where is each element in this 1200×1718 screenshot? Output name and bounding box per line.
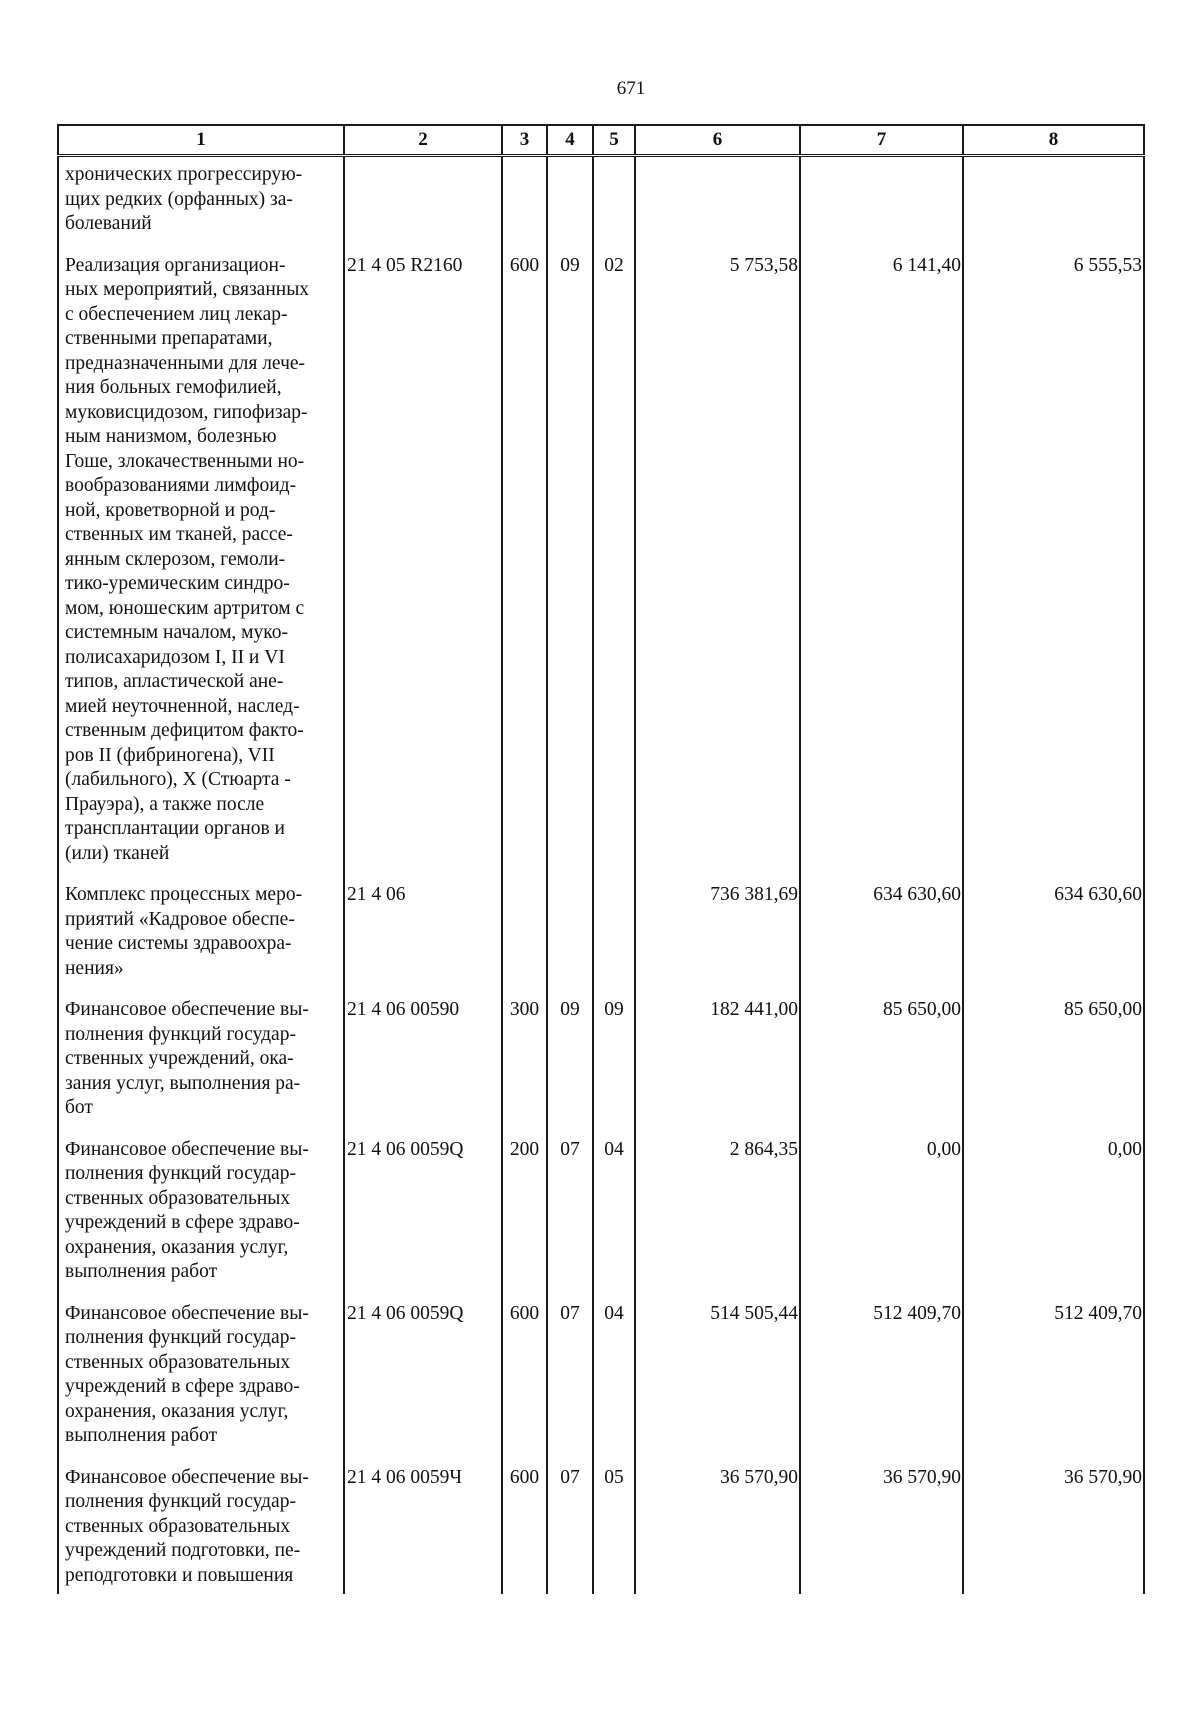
header-col-1: 1 bbox=[58, 125, 344, 156]
cell-year-2: 6 141,40 bbox=[800, 254, 963, 884]
cell-subsection: 05 bbox=[593, 1466, 635, 1595]
cell-section: 09 bbox=[547, 254, 593, 884]
cell-expense-type bbox=[502, 156, 547, 254]
table-row bbox=[58, 883, 1144, 998]
cell-expense-type: 300 bbox=[502, 998, 547, 1138]
cell-year-3: 0,00 bbox=[963, 1138, 1144, 1302]
cell-name: Финансовое обеспечение вы- полнения функций государ- ственных образовательных учреждений в сфере здраво- охранения, оказания услуг, выполнения работ bbox=[58, 1138, 344, 1302]
cell-year-3 bbox=[963, 156, 1144, 254]
cell-year-3: 85 650,00 bbox=[963, 998, 1144, 1138]
cell-subsection: 02 bbox=[593, 254, 635, 884]
cell-year-2: 0,00 bbox=[800, 1138, 963, 1302]
cell-section: 07 bbox=[547, 1466, 593, 1595]
cell-section bbox=[547, 156, 593, 254]
cell-year-1: 2 864,35 bbox=[635, 1138, 800, 1302]
cell-year-3: 512 409,70 bbox=[963, 1302, 1144, 1466]
cell-section bbox=[547, 883, 593, 998]
cell-year-2: 512 409,70 bbox=[800, 1302, 963, 1466]
cell-year-1: 182 441,00 bbox=[635, 998, 800, 1138]
cell-expense-type: 600 bbox=[502, 1466, 547, 1595]
cell-expense-type: 200 bbox=[502, 1138, 547, 1302]
header-row bbox=[58, 125, 1144, 156]
cell-code bbox=[344, 156, 502, 254]
cell-year-1 bbox=[635, 156, 800, 254]
cell-year-3: 6 555,53 bbox=[963, 254, 1144, 884]
cell-code: 21 4 06 0059Q bbox=[344, 1138, 502, 1302]
cell-year-3: 36 570,90 bbox=[963, 1466, 1144, 1595]
cell-section: 07 bbox=[547, 1302, 593, 1466]
table-row bbox=[58, 1138, 1144, 1302]
cell-name: Реализация организацион- ных мероприятий, связанных с обеспечением лиц лекар- ственными препаратами, предназначенными для лече- ния больных гемофилией, муковисцидозом, гипофизар- ным нанизмом, болезнью Гоше, злокачественными но- вообразованиями лимфоид- ной, кроветворной и род- ственных им тканей, рассе- янным склерозом, гемоли- тико-уремическим синдро- мом, юношеским артритом с системным началом, муко- полисахаридозом I, II и VI типов, апластической ане- мией неуточненной, наслед- ственным дефицитом факто- ров II (фибриногена), VII (лабильного), X (Стюарта - Прауэра), а также после трансплантации органов и (или) тканей bbox=[58, 254, 344, 884]
page-number: 671 bbox=[616, 78, 646, 99]
cell-year-1: 36 570,90 bbox=[635, 1466, 800, 1595]
cell-expense-type: 600 bbox=[502, 254, 547, 884]
cell-year-1: 5 753,58 bbox=[635, 254, 800, 884]
cell-subsection bbox=[593, 156, 635, 254]
cell-expense-type bbox=[502, 883, 547, 998]
header-col-4: 4 bbox=[547, 125, 593, 156]
header-col-2: 2 bbox=[344, 125, 502, 156]
cell-name: Комплекс процессных меро- приятий «Кадровое обеспе- чение системы здравоохра- нения» bbox=[58, 883, 344, 998]
cell-name: Финансовое обеспечение вы- полнения функций государ- ственных учреждений, ока- зания услуг, выполнения ра- бот bbox=[58, 998, 344, 1138]
table-row bbox=[58, 254, 1144, 884]
cell-name: хронических прогрессирую- щих редких (орфанных) за- болеваний bbox=[58, 156, 344, 254]
header-col-6: 6 bbox=[635, 125, 800, 156]
cell-year-2: 36 570,90 bbox=[800, 1466, 963, 1595]
cell-year-2: 85 650,00 bbox=[800, 998, 963, 1138]
cell-name: Финансовое обеспечение вы- полнения функций государ- ственных образовательных учреждений в сфере здраво- охранения, оказания услуг, выполнения работ bbox=[58, 1302, 344, 1466]
cell-year-2: 634 630,60 bbox=[800, 883, 963, 998]
cell-code: 21 4 05 R2160 bbox=[344, 254, 502, 884]
cell-subsection: 04 bbox=[593, 1302, 635, 1466]
cell-subsection: 04 bbox=[593, 1138, 635, 1302]
cell-year-3: 634 630,60 bbox=[963, 883, 1144, 998]
table-row bbox=[58, 1302, 1144, 1466]
cell-expense-type: 600 bbox=[502, 1302, 547, 1466]
cell-year-1: 736 381,69 bbox=[635, 883, 800, 998]
cell-name: Финансовое обеспечение вы- полнения функций государ- ственных образовательных учреждений подготовки, пе- реподготовки и повышения bbox=[58, 1466, 344, 1595]
header-col-7: 7 bbox=[800, 125, 963, 156]
budget-table bbox=[57, 124, 1145, 1594]
table-row bbox=[58, 998, 1144, 1138]
cell-year-1: 514 505,44 bbox=[635, 1302, 800, 1466]
cell-subsection bbox=[593, 883, 635, 998]
cell-year-2 bbox=[800, 156, 963, 254]
cell-code: 21 4 06 00590 bbox=[344, 998, 502, 1138]
table-row bbox=[58, 1466, 1144, 1595]
cell-section: 09 bbox=[547, 998, 593, 1138]
header-col-3: 3 bbox=[502, 125, 547, 156]
cell-code: 21 4 06 0059Ч bbox=[344, 1466, 502, 1595]
cell-subsection: 09 bbox=[593, 998, 635, 1138]
cell-section: 07 bbox=[547, 1138, 593, 1302]
table-header bbox=[58, 125, 1144, 156]
table-row bbox=[58, 156, 1144, 254]
cell-code: 21 4 06 0059Q bbox=[344, 1302, 502, 1466]
table-body bbox=[58, 156, 1144, 1595]
header-col-5: 5 bbox=[593, 125, 635, 156]
header-col-8: 8 bbox=[963, 125, 1144, 156]
cell-code: 21 4 06 bbox=[344, 883, 502, 998]
